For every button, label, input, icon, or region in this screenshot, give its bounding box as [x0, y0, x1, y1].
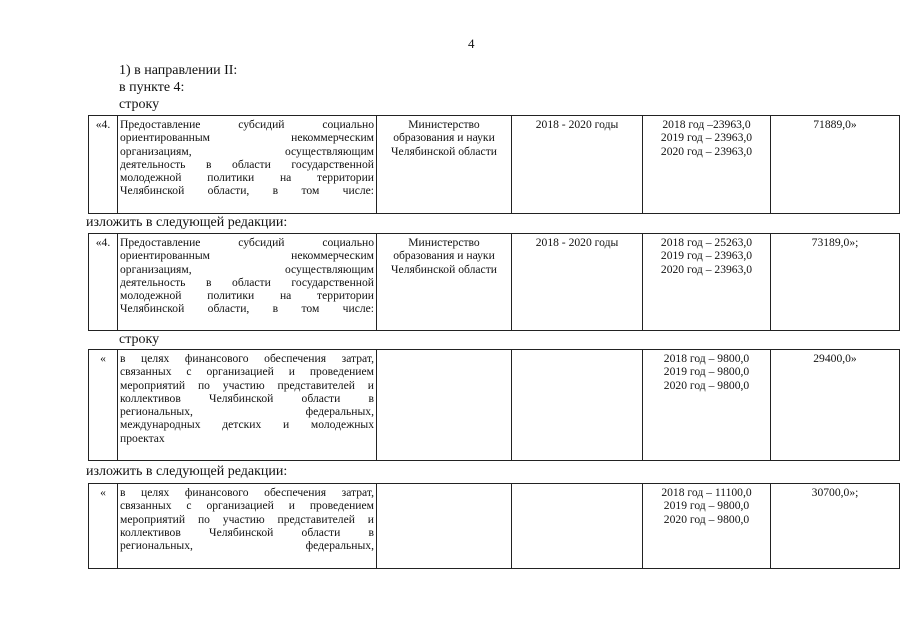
table-row: [89, 116, 900, 214]
row-number: «4.: [89, 116, 118, 214]
financing: 2018 год –23963,0 2019 год – 23963,0 2020 год – 23963,0: [643, 116, 771, 214]
financing: 2018 год – 11100,0 2019 год – 9800,0 2020 год – 9800,0: [643, 484, 771, 569]
executor: [377, 484, 512, 569]
table-old-subitem: [88, 349, 900, 461]
period: 2018 - 2020 годы: [512, 116, 643, 214]
row-number: «: [89, 484, 118, 569]
table-row: [89, 484, 900, 569]
row-number: «: [89, 350, 118, 461]
replace-phrase-2: изложить в следующей редакции:: [86, 464, 288, 479]
page-number: 4: [468, 36, 475, 51]
period: [512, 350, 643, 461]
table-old-item-4: [88, 115, 900, 214]
total: 71889,0»: [771, 116, 900, 214]
table-row: [89, 350, 900, 461]
period: [512, 484, 643, 569]
row-word: строку: [119, 332, 160, 347]
financing: 2018 год – 25263,0 2019 год – 23963,0 2020 год – 23963,0: [643, 234, 771, 331]
total: 30700,0»;: [771, 484, 900, 569]
measure-name: Предоставление субсидий социально ориентированным некоммерческим организациям, осуществляющим деятельность в области государственной молодежной политики на территории Челябинской области, в том числе:: [118, 234, 377, 331]
replace-phrase: изложить в следующей редакции:: [86, 215, 288, 230]
intro-direction: 1) в направлении II:: [119, 63, 238, 78]
intro-item: в пункте 4:: [119, 80, 185, 95]
measure-name: в целях финансового обеспечения затрат, связанных с организацией и проведением мероприятий по участию представителей и коллективов Челябинской области в региональных, федеральных,: [118, 484, 377, 569]
period: 2018 - 2020 годы: [512, 234, 643, 331]
table-new-item-4: [88, 233, 900, 331]
total: 73189,0»;: [771, 234, 900, 331]
row-number: «4.: [89, 234, 118, 331]
table-row: [89, 234, 900, 331]
intro-row-word: строку: [119, 97, 160, 112]
measure-name: в целях финансового обеспечения затрат, связанных с организацией и проведением мероприятий по участию представителей и коллективов Челябинской области в региональных, федеральных, международных детских и молодежных проектах: [118, 350, 377, 461]
measure-name: Предоставление субсидий социально ориентированным некоммерческим организациям, осуществляющим деятельность в области государственной молодежной политики на территории Челябинской области, в том числе:: [118, 116, 377, 214]
executor: Министерство образования и науки Челябинской области: [377, 116, 512, 214]
financing: 2018 год – 9800,0 2019 год – 9800,0 2020 год – 9800,0: [643, 350, 771, 461]
executor: [377, 350, 512, 461]
table-new-subitem: [88, 483, 900, 569]
executor: Министерство образования и науки Челябинской области: [377, 234, 512, 331]
total: 29400,0»: [771, 350, 900, 461]
